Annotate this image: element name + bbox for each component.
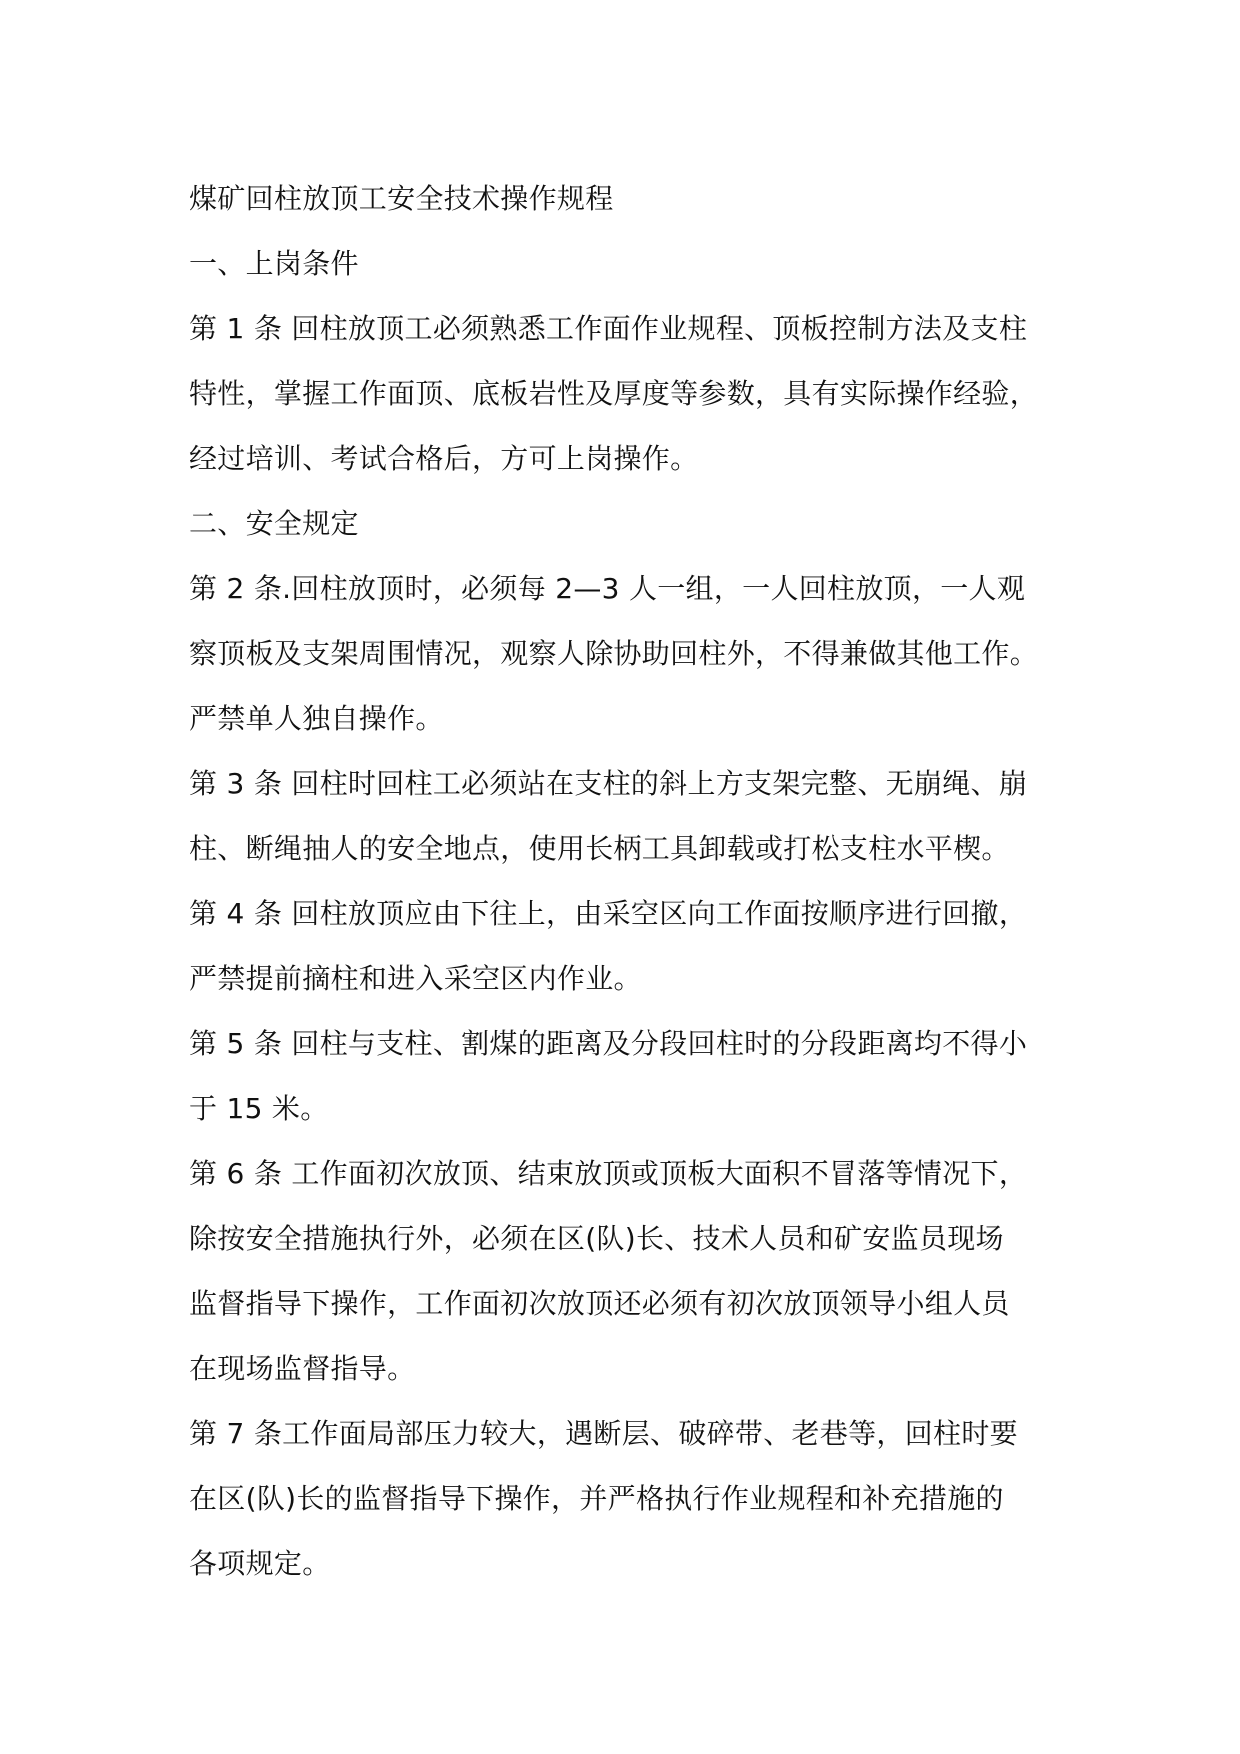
text-line: 各项规定。 <box>189 1547 331 1580</box>
text-line: 第 5 条 回柱与支柱、割煤的距离及分段回柱时的分段距离均不得小 <box>189 1027 1028 1060</box>
text-line: 第 3 条 回柱时回柱工必须站在支柱的斜上方支架完整、无崩绳、崩 <box>189 767 1028 800</box>
text-line: 第 1 条 回柱放顶工必须熟悉工作面作业规程、顶板控制方法及支柱 <box>189 312 1028 345</box>
section-heading-safety-rules: 二、安全规定 <box>189 507 359 540</box>
text-line: 于 15 米。 <box>189 1092 329 1125</box>
section-heading-qualifications: 一、上岗条件 <box>189 247 359 280</box>
text-line: 严禁提前摘柱和进入采空区内作业。 <box>189 962 642 995</box>
text-line: 严禁单人独自操作。 <box>189 702 444 735</box>
document-title: 煤矿回柱放顶工安全技术操作规程 <box>189 182 614 215</box>
text-line: 第 7 条工作面局部压力较大，遇断层、破碎带、老巷等，回柱时要 <box>189 1417 1018 1450</box>
text-line: 除按安全措施执行外，必须在区(队)长、技术人员和矿安监员现场 <box>189 1222 1004 1255</box>
text-line: 第 2 条.回柱放顶时，必须每 2—3 人一组，一人回柱放顶，一人观 <box>189 572 1026 605</box>
text-line: 经过培训、考试合格后，方可上岗操作。 <box>189 442 699 475</box>
document-body <box>189 166 1089 1596</box>
text-line: 监督指导下操作，工作面初次放顶还必须有初次放顶领导小组人员 <box>189 1287 1010 1320</box>
text-line: 在现场监督指导。 <box>189 1352 416 1385</box>
text-line: 第 6 条 工作面初次放顶、结束放顶或顶板大面积不冒落等情况下， <box>189 1157 1028 1190</box>
text-line: 察顶板及支架周围情况，观察人除协助回柱外，不得兼做其他工作。 <box>189 637 1039 670</box>
text-line: 特性，掌握工作面顶、底板岩性及厚度等参数，具有实际操作经验， <box>189 377 1039 410</box>
text-line: 在区(队)长的监督指导下操作，并严格执行作业规程和补充措施的 <box>189 1482 1004 1515</box>
text-line: 柱、断绳抽人的安全地点，使用长柄工具卸载或打松支柱水平楔。 <box>189 832 1010 865</box>
text-line: 第 4 条 回柱放顶应由下往上，由采空区向工作面按顺序进行回撤， <box>189 897 1028 930</box>
